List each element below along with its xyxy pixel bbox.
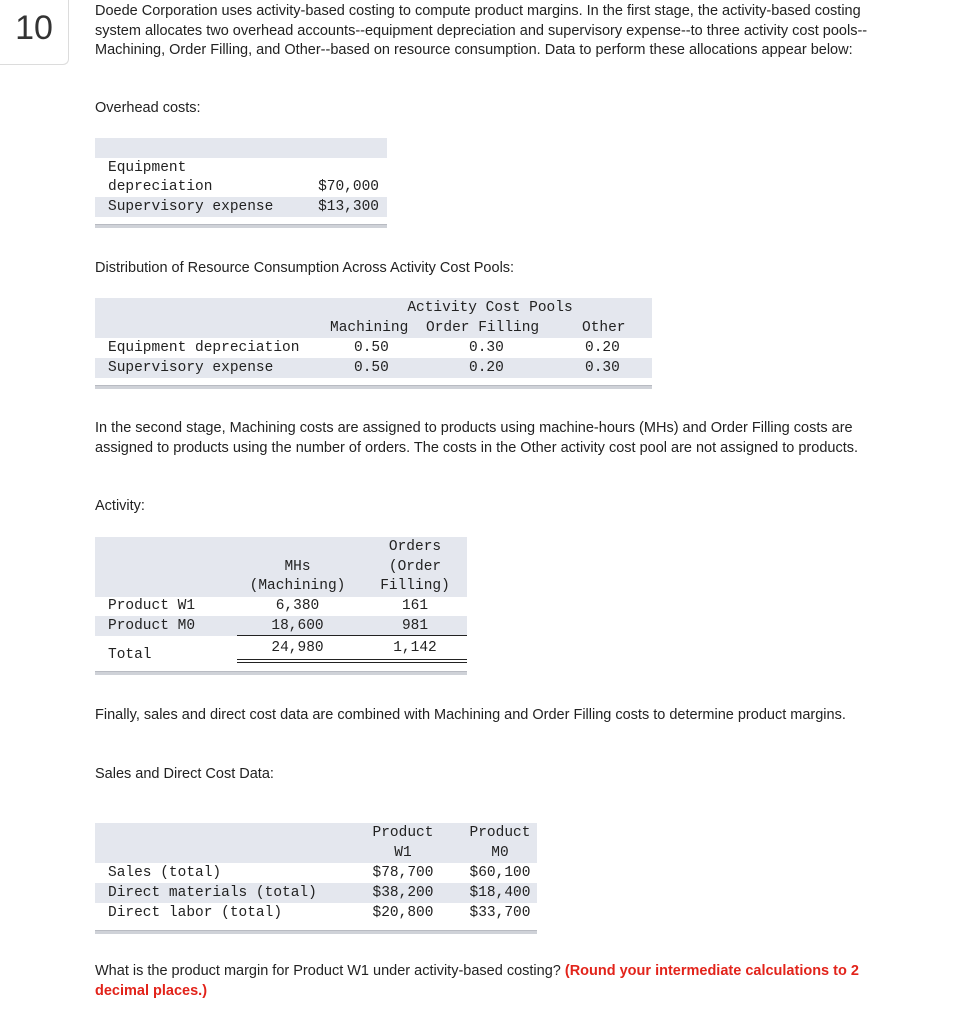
column-header: (Machining) <box>249 578 346 594</box>
row-label: Sales (total) <box>108 865 222 881</box>
cell-value: 0.30 <box>469 340 504 356</box>
column-header: Filling) <box>380 578 450 594</box>
distribution-table <box>95 298 652 394</box>
column-header: Product <box>469 825 531 841</box>
cell-value: 0.20 <box>585 340 620 356</box>
table-rule <box>95 930 537 934</box>
table-row <box>95 358 652 378</box>
table-header-row <box>95 557 467 577</box>
cell-value: 0.50 <box>354 340 389 356</box>
overhead-costs-table <box>95 138 387 234</box>
total-double-line <box>237 659 467 660</box>
row-label: Direct materials (total) <box>108 885 317 901</box>
row-label: Total <box>108 647 152 663</box>
final-paragraph: Finally, sales and direct cost data are combined with Machining and Order Filling costs to determine product margins. <box>95 707 846 723</box>
cell-value: $33,700 <box>469 905 531 921</box>
sales-label: Sales and Direct Cost Data: <box>95 766 274 782</box>
table-rule <box>95 224 387 228</box>
cell-value: 161 <box>401 598 429 614</box>
table-header-row <box>95 537 467 557</box>
table-header-row <box>95 318 652 338</box>
subtotal-line <box>237 635 467 636</box>
table-row <box>95 863 537 883</box>
second-stage-paragraph: In the second stage, Machining costs are assigned to products using machine-hours (MHs) and Order Filling costs are assigned to products using the number of orders. The costs in the Other activity cost pool are not assigned to products. <box>95 420 859 456</box>
cell-value: 0.20 <box>469 360 504 376</box>
intro-paragraph: Doede Corporation uses activity-based costing to compute product margins. In the first stage, the activity-based costing system allocates two overhead accounts--equipment depreciation and supervisory expense--to three activity cost pools--Machining, Order Filling, and Other--based on resource consumption. Data to perform these allocations appear below: <box>95 3 868 58</box>
prompt-text: What is the product margin for Product W1 under activity-based costing? <box>95 963 561 979</box>
activity-label: Activity: <box>95 498 145 514</box>
table-row <box>95 883 537 903</box>
table-row <box>95 616 467 636</box>
rounding-instruction: (Round your intermediate calculations to 2 decimal places.) <box>95 963 859 999</box>
column-header: Orders <box>388 539 442 555</box>
table-row <box>95 903 537 923</box>
total-double-line <box>237 662 467 663</box>
overhead-costs-label: Overhead costs: <box>95 100 201 116</box>
distribution-label: Distribution of Resource Consumption Across Activity Cost Pools: <box>95 260 515 276</box>
cell-value: 18,600 <box>271 618 324 634</box>
column-header: (Order <box>388 559 442 575</box>
column-header: Order Filling <box>426 320 540 336</box>
cell-value: $60,100 <box>469 865 531 881</box>
cell-value: $18,400 <box>469 885 531 901</box>
row-label: Product M0 <box>108 618 196 634</box>
cell-value: $20,800 <box>372 905 434 921</box>
row-label: Direct labor (total) <box>108 905 283 921</box>
row-label: Equipment depreciation <box>108 340 300 356</box>
table-header-row <box>95 298 652 318</box>
table-rule <box>95 671 467 675</box>
table-row <box>95 158 387 178</box>
cell-value: $70,000 <box>318 179 379 195</box>
column-header: W1 <box>394 845 412 861</box>
cell-value: 0.30 <box>585 360 620 376</box>
table-header-row <box>95 823 537 843</box>
total-value: 24,980 <box>271 640 324 656</box>
table-row <box>95 338 652 358</box>
table-row <box>95 177 387 197</box>
table-band <box>95 138 387 158</box>
row-label: Supervisory expense <box>108 360 274 376</box>
table-row <box>95 596 467 616</box>
column-header: M0 <box>491 845 509 861</box>
cell-value: $78,700 <box>372 865 434 881</box>
cell-value: $38,200 <box>372 885 434 901</box>
question-number: 10 <box>0 0 69 65</box>
cell-value: 0.50 <box>354 360 389 376</box>
row-label: depreciation <box>108 179 213 195</box>
total-value: 1,142 <box>393 640 437 656</box>
table-row <box>95 197 387 217</box>
table-header-row <box>95 576 467 596</box>
row-label: Supervisory expense <box>108 199 274 215</box>
cell-value: 981 <box>401 618 429 634</box>
total-label-row <box>95 645 235 665</box>
activity-table <box>95 537 467 679</box>
cell-value: $13,300 <box>318 199 379 215</box>
sales-cost-table <box>95 823 537 939</box>
table-header-row <box>95 843 537 863</box>
column-header: MHs <box>284 559 311 575</box>
column-header: Machining <box>330 320 409 336</box>
row-label: Equipment <box>108 160 187 176</box>
table-rule <box>95 385 652 389</box>
cell-value: 6,380 <box>275 598 320 614</box>
row-label: Product W1 <box>108 598 196 614</box>
question-prompt <box>95 962 915 1001</box>
column-header: Other <box>582 320 626 336</box>
group-header: Activity Cost Pools <box>407 300 573 316</box>
column-header: Product <box>372 825 434 841</box>
